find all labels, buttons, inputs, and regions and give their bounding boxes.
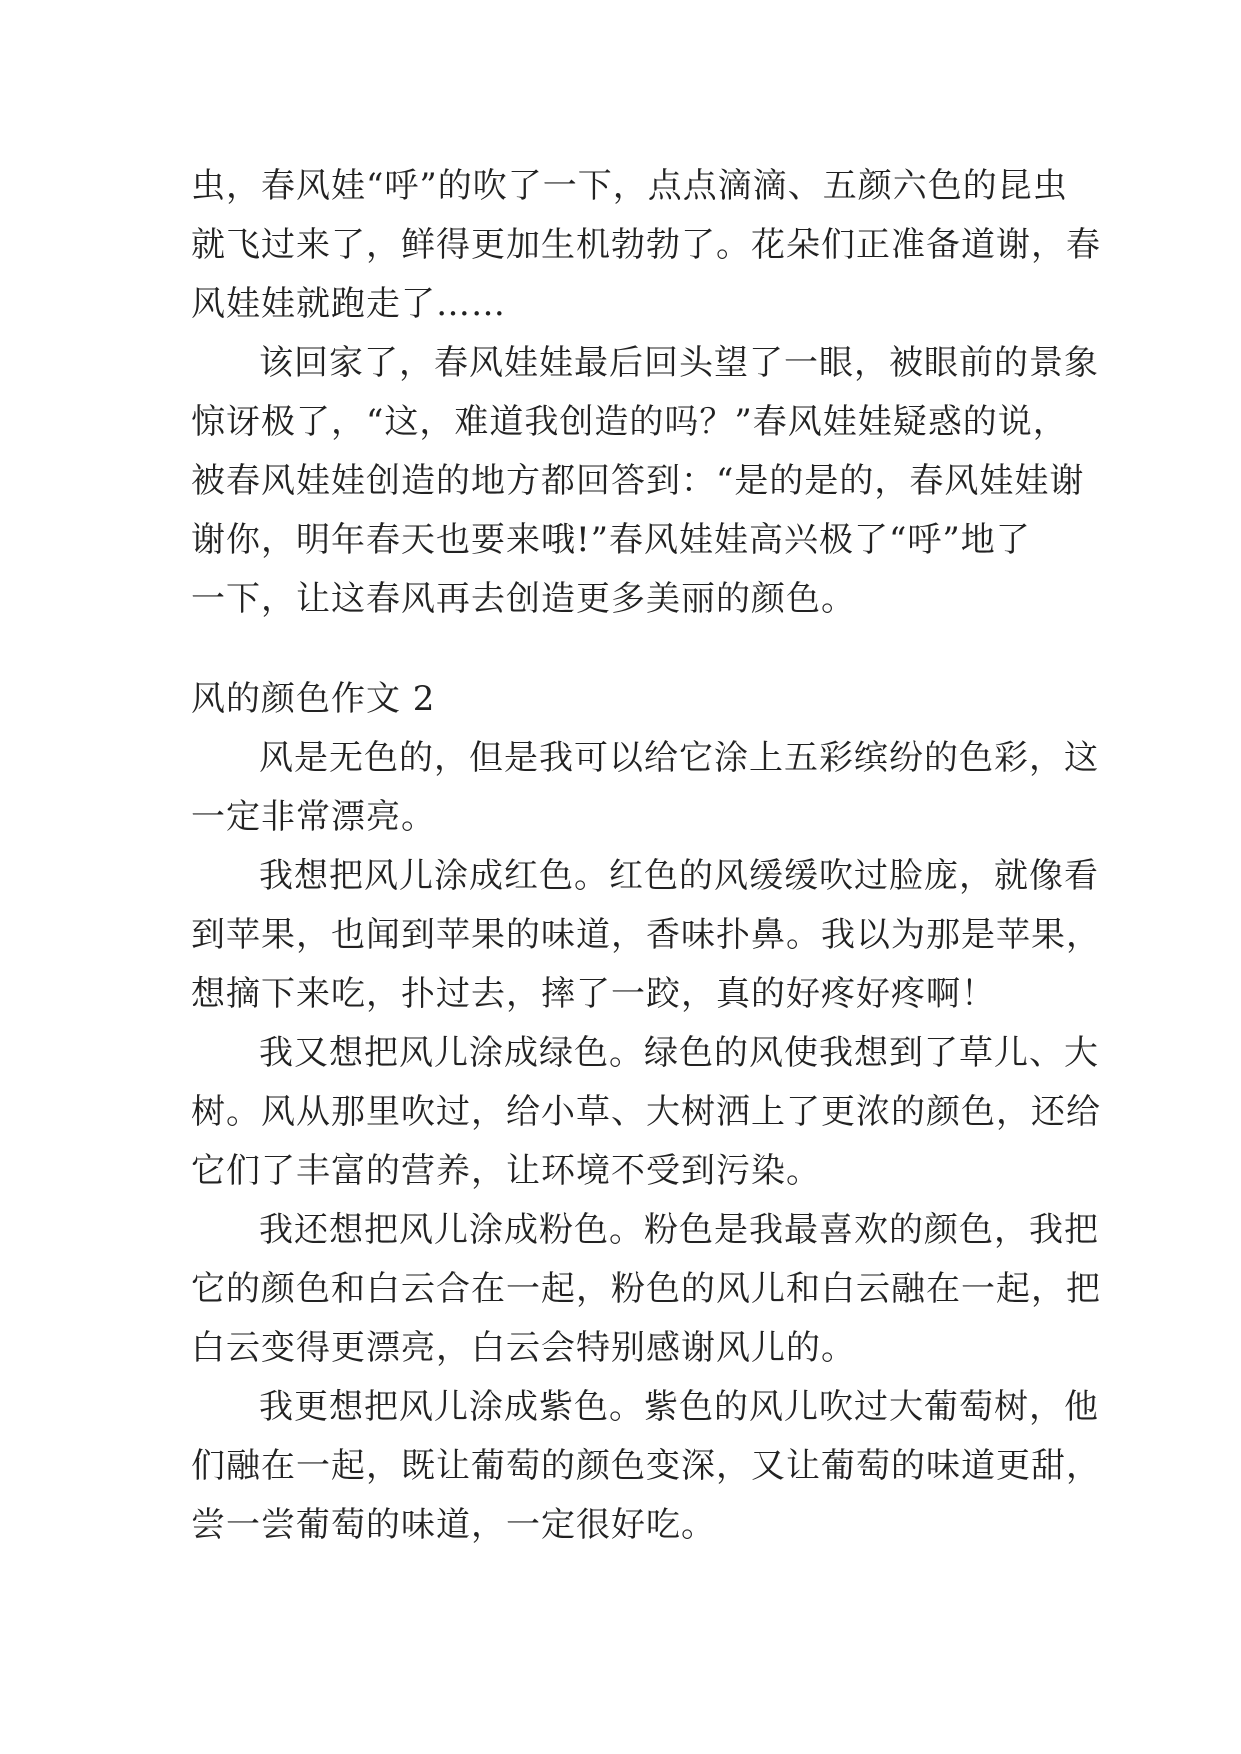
paragraph [191, 334, 1099, 629]
text-line: 谢你，明年春天也要来哦!”春风娃娃高兴极了“呼”地了 [191, 520, 1031, 560]
text-line: 到苹果，也闻到苹果的味道，香味扑鼻。我以为那是苹果， [191, 915, 1101, 955]
text-line: 该回家了，春风娃娃最后回头望了一眼，被眼前的景象 [259, 343, 1099, 383]
text-line: 被春风娃娃创造的地方都回答到：“是的是的，春风娃娃谢 [191, 461, 1085, 501]
paragraph [191, 1201, 1101, 1378]
text-line: 就飞过来了，鲜得更加生机勃勃了。花朵们正准备道谢，春 [191, 225, 1101, 265]
text-line: 白云变得更漂亮，白云会特别感谢风儿的。 [191, 1328, 856, 1368]
paragraph [191, 729, 1099, 847]
text-line: 我想把风儿涂成红色。红色的风缓缓吹过脸庞，就像看 [259, 856, 1099, 896]
paragraph [191, 1024, 1101, 1201]
paragraph [191, 1378, 1101, 1555]
text-line: 风娃娃就跑走了…… [191, 284, 506, 324]
text-line: 我更想把风儿涂成紫色。紫色的风儿吹过大葡萄树，他 [259, 1387, 1099, 1427]
text-line: 我还想把风儿涂成粉色。粉色是我最喜欢的颜色，我把 [259, 1210, 1099, 1250]
text-line: 我又想把风儿涂成绿色。绿色的风使我想到了草儿、大 [259, 1033, 1099, 1073]
text-line: 想摘下来吃，扑过去，摔了一跤，真的好疼好疼啊！ [191, 974, 996, 1014]
text-line: 风是无色的，但是我可以给它涂上五彩缤纷的色彩，这 [259, 738, 1099, 778]
text-line: 虫，春风娃“呼”的吹了一下，点点滴滴、五颜六色的昆虫 [191, 166, 1068, 206]
text-line: 们融在一起，既让葡萄的颜色变深，又让葡萄的味道更甜， [191, 1446, 1101, 1486]
text-line: 尝一尝葡萄的味道，一定很好吃。 [191, 1505, 716, 1545]
text-line: 它们了丰富的营养，让环境不受到污染。 [191, 1151, 821, 1191]
text-line: 它的颜色和白云合在一起，粉色的风儿和白云融在一起，把 [191, 1269, 1101, 1309]
document-body [191, 157, 1101, 1555]
paragraph-continuation [191, 157, 1101, 334]
essay-title: 风的颜色作文 2 [191, 679, 436, 719]
text-line: 一定非常漂亮。 [191, 797, 436, 837]
text-line: 树。风从那里吹过，给小草、大树洒上了更浓的颜色，还给 [191, 1092, 1101, 1132]
text-line: 惊讶极了，“这，难道我创造的吗？”春风娃娃疑惑的说， [191, 402, 1068, 442]
paragraph [191, 847, 1101, 1024]
text-line: 一下，让这春风再去创造更多美丽的颜色。 [191, 579, 856, 619]
